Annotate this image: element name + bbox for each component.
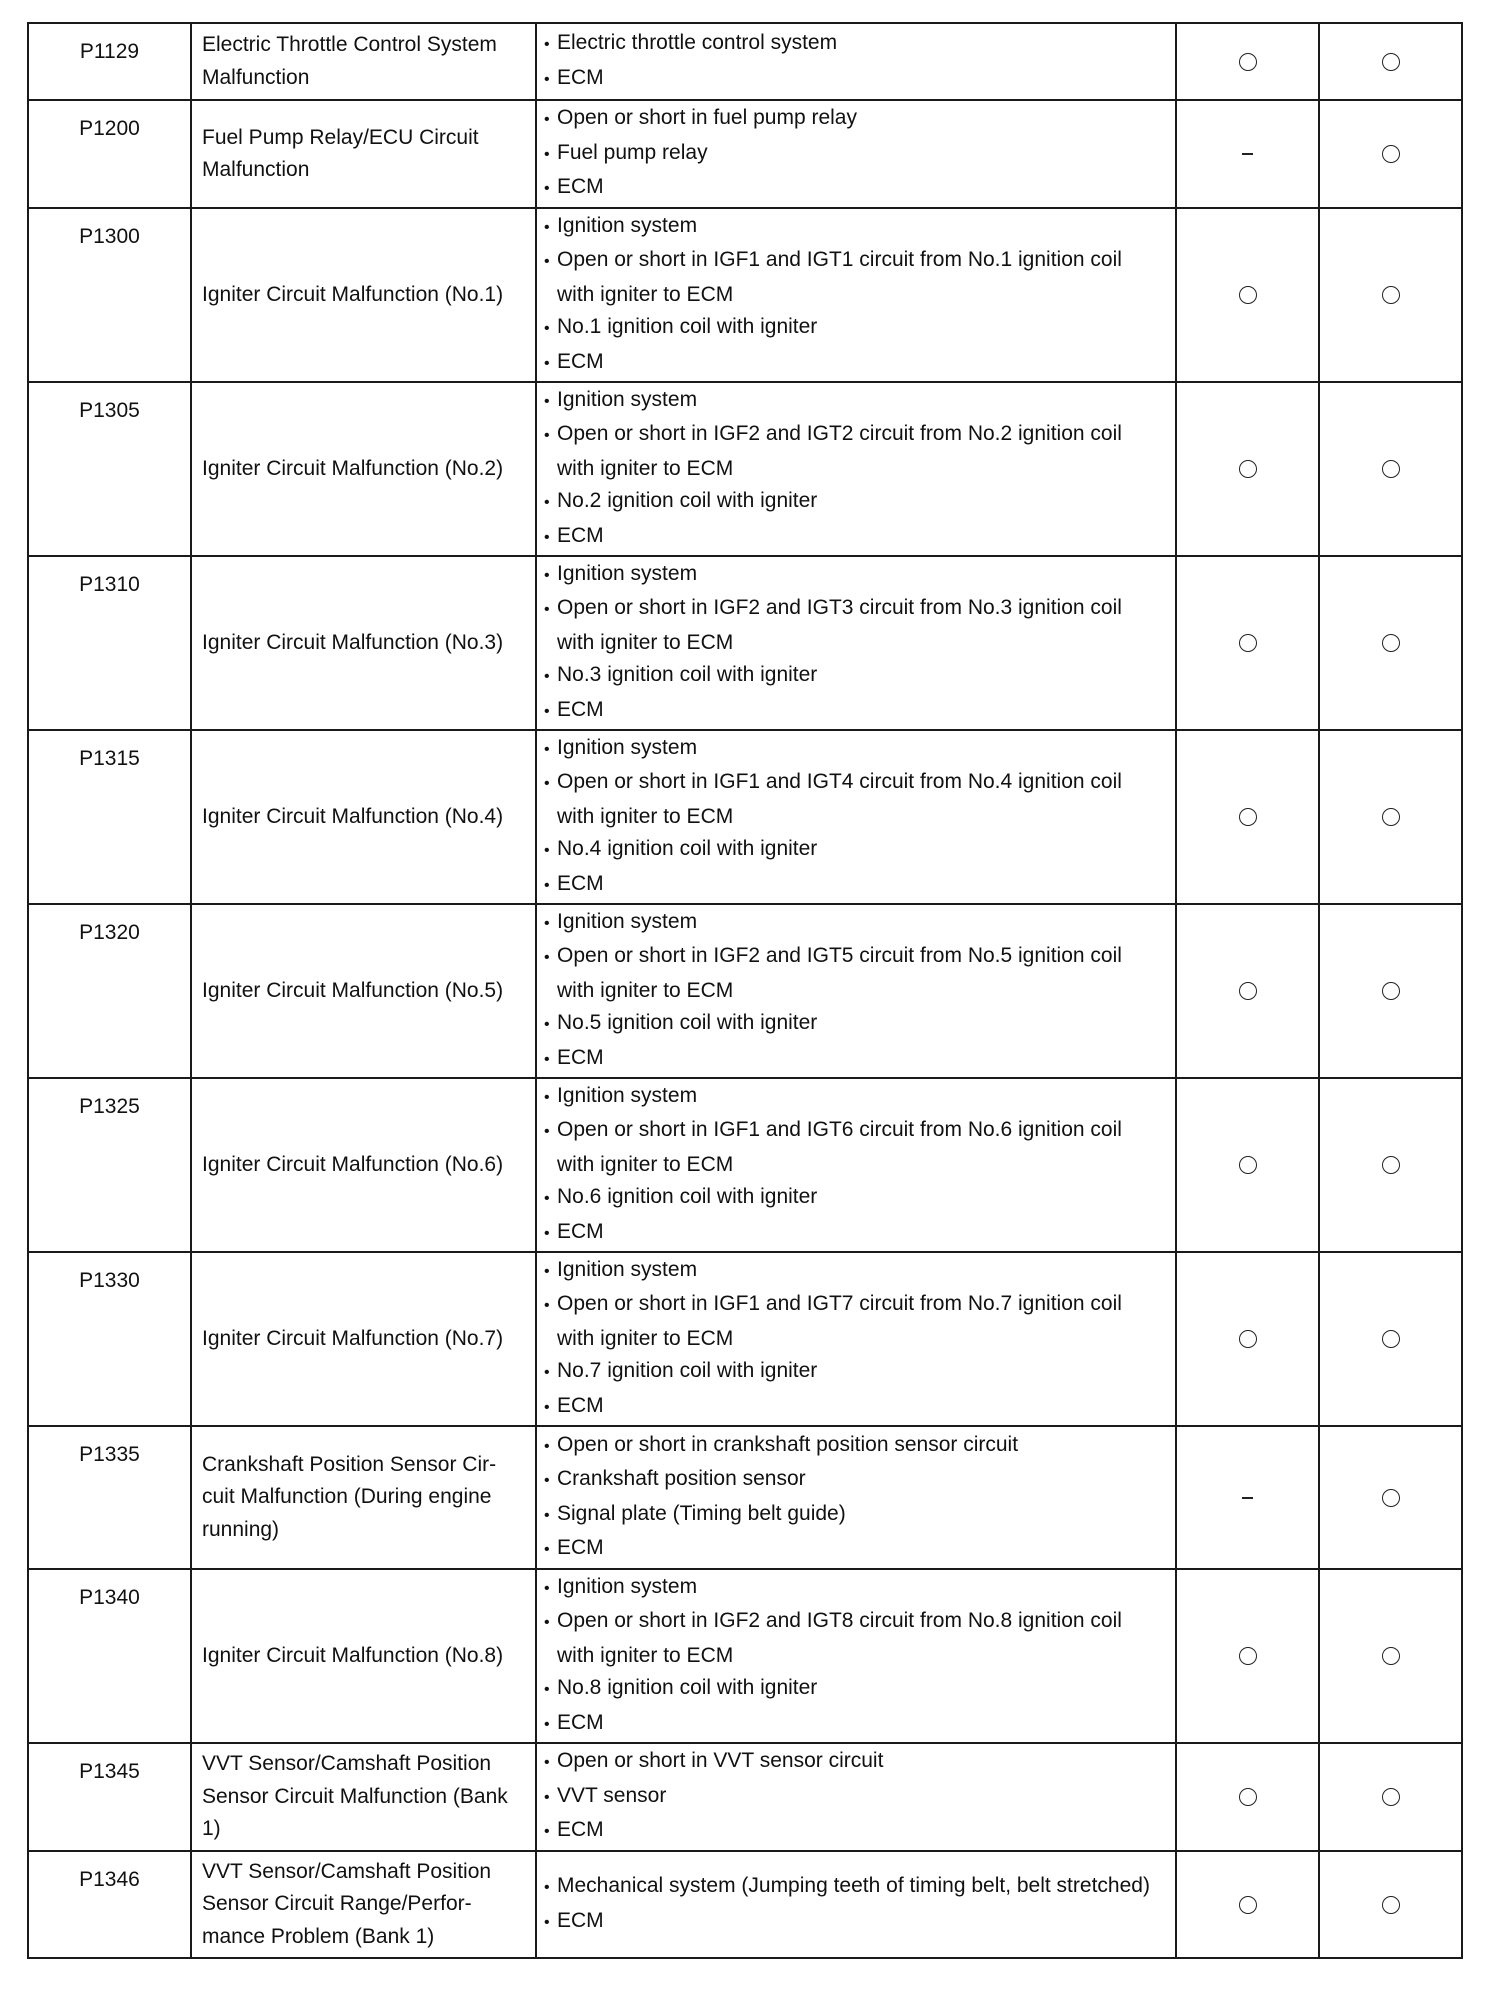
circle-icon [1382, 634, 1400, 652]
table-row [28, 208, 1462, 382]
trouble-area-item: • No.7 ignition coil with igniter [544, 1355, 1161, 1390]
circle-icon [1382, 1489, 1400, 1507]
trouble-area-item: • Ignition system [544, 384, 1161, 419]
circle-icon [1382, 145, 1400, 163]
trouble-area-item: • Open or short in IGF2 and IGT8 circuit from No.8 ignition coil with igniter to ECM [544, 1605, 1161, 1672]
mil-cell [1176, 382, 1319, 556]
detection-item: Igniter Circuit Malfunction (No.8) [191, 1569, 536, 1743]
circle-icon [1382, 1156, 1400, 1174]
trouble-area-item: • ECM [544, 1216, 1161, 1251]
table-row [28, 1569, 1462, 1743]
trouble-area-item: • Open or short in IGF1 and IGT6 circuit from No.6 ignition coil with igniter to ECM [544, 1114, 1161, 1181]
trouble-area-item: • Ignition system [544, 558, 1161, 593]
trouble-area-item: • VVT sensor [544, 1780, 1161, 1815]
memory-cell [1319, 556, 1462, 730]
dtc-code: P1305 [28, 382, 191, 556]
mil-cell [1176, 1426, 1319, 1569]
trouble-area-item: • ECM [544, 346, 1161, 381]
mil-cell [1176, 1851, 1319, 1958]
trouble-area-item: • No.1 ignition coil with igniter [544, 311, 1161, 346]
dtc-table-body [28, 23, 1462, 1958]
trouble-area-item: • Signal plate (Timing belt guide) [544, 1498, 1161, 1533]
trouble-area-item: • No.6 ignition coil with igniter [544, 1181, 1161, 1216]
detection-item: VVT Sensor/Camshaft Position Sensor Circuit Range/Perfor-mance Problem (Bank 1) [191, 1851, 536, 1958]
trouble-area [536, 1851, 1176, 1958]
table-row [28, 730, 1462, 904]
trouble-area-item: • ECM [544, 694, 1161, 729]
dtc-table [27, 22, 1463, 1959]
trouble-area [536, 1078, 1176, 1252]
trouble-area-item: • Open or short in VVT sensor circuit [544, 1745, 1161, 1780]
trouble-area [536, 1252, 1176, 1426]
trouble-area-item: • No.5 ignition coil with igniter [544, 1007, 1161, 1042]
mil-cell [1176, 556, 1319, 730]
trouble-area [536, 23, 1176, 100]
trouble-area-item: • ECM [544, 171, 1161, 206]
trouble-area-item: • Ignition system [544, 1571, 1161, 1606]
mil-cell [1176, 1569, 1319, 1743]
circle-icon [1382, 1330, 1400, 1348]
circle-icon [1239, 1647, 1257, 1665]
trouble-area-item: • Ignition system [544, 732, 1161, 767]
mil-cell [1176, 1078, 1319, 1252]
trouble-area-item: • Open or short in IGF2 and IGT2 circuit from No.2 ignition coil with igniter to ECM [544, 418, 1161, 485]
trouble-area-item: • ECM [544, 1814, 1161, 1849]
circle-icon [1239, 1788, 1257, 1806]
memory-cell [1319, 1743, 1462, 1851]
circle-icon [1239, 808, 1257, 826]
trouble-area [536, 1569, 1176, 1743]
trouble-area-item: • Open or short in IGF2 and IGT3 circuit from No.3 ignition coil with igniter to ECM [544, 592, 1161, 659]
trouble-area-item: • Ignition system [544, 1254, 1161, 1289]
dtc-code: P1310 [28, 556, 191, 730]
trouble-area [536, 100, 1176, 208]
trouble-area-item: • No.4 ignition coil with igniter [544, 833, 1161, 868]
memory-cell [1319, 1851, 1462, 1958]
dtc-code: P1346 [28, 1851, 191, 1958]
memory-cell [1319, 382, 1462, 556]
detection-item: Igniter Circuit Malfunction (No.3) [191, 556, 536, 730]
circle-icon [1239, 982, 1257, 1000]
dash-icon [1242, 153, 1253, 155]
detection-item: Igniter Circuit Malfunction (No.2) [191, 382, 536, 556]
table-row [28, 100, 1462, 208]
mil-cell [1176, 1743, 1319, 1851]
detection-item: Igniter Circuit Malfunction (No.6) [191, 1078, 536, 1252]
trouble-area [536, 730, 1176, 904]
trouble-area-item: • No.2 ignition coil with igniter [544, 485, 1161, 520]
trouble-area [536, 1743, 1176, 1851]
trouble-area-item: • ECM [544, 1905, 1161, 1940]
circle-icon [1382, 1788, 1400, 1806]
dtc-code: P1335 [28, 1426, 191, 1569]
table-row [28, 556, 1462, 730]
memory-cell [1319, 23, 1462, 100]
table-row [28, 1078, 1462, 1252]
detection-item: Igniter Circuit Malfunction (No.4) [191, 730, 536, 904]
table-row [28, 904, 1462, 1078]
trouble-area-item: • ECM [544, 520, 1161, 555]
trouble-area-item: • Open or short in IGF1 and IGT4 circuit from No.4 ignition coil with igniter to ECM [544, 766, 1161, 833]
circle-icon [1239, 1156, 1257, 1174]
circle-icon [1239, 286, 1257, 304]
circle-icon [1382, 460, 1400, 478]
circle-icon [1382, 53, 1400, 71]
dash-icon [1242, 1497, 1253, 1499]
trouble-area [536, 382, 1176, 556]
trouble-area-item: • Open or short in fuel pump relay [544, 102, 1161, 137]
trouble-area-item: • Open or short in IGF1 and IGT7 circuit from No.7 ignition coil with igniter to ECM [544, 1288, 1161, 1355]
trouble-area-item: • No.8 ignition coil with igniter [544, 1672, 1161, 1707]
trouble-area-item: • Mechanical system (Jumping teeth of timing belt, belt stretched) [544, 1870, 1161, 1905]
circle-icon [1239, 460, 1257, 478]
memory-cell [1319, 904, 1462, 1078]
mil-cell [1176, 208, 1319, 382]
table-row [28, 382, 1462, 556]
trouble-area-item: • Ignition system [544, 210, 1161, 245]
dtc-code: P1325 [28, 1078, 191, 1252]
dtc-code: P1315 [28, 730, 191, 904]
circle-icon [1239, 1896, 1257, 1914]
trouble-area-item: • ECM [544, 1707, 1161, 1742]
trouble-area-item: • Electric throttle control system [544, 27, 1161, 62]
trouble-area-item: • Ignition system [544, 1080, 1161, 1115]
mil-cell [1176, 730, 1319, 904]
memory-cell [1319, 1426, 1462, 1569]
table-row [28, 1851, 1462, 1958]
trouble-area-item: • Crankshaft position sensor [544, 1463, 1161, 1498]
table-row [28, 23, 1462, 100]
circle-icon [1239, 53, 1257, 71]
trouble-area [536, 904, 1176, 1078]
detection-item: Fuel Pump Relay/ECU Circuit Malfunction [191, 100, 536, 208]
dtc-code: P1330 [28, 1252, 191, 1426]
circle-icon [1382, 1647, 1400, 1665]
mil-cell [1176, 23, 1319, 100]
dtc-code: P1129 [28, 23, 191, 100]
trouble-area-item: • ECM [544, 1532, 1161, 1567]
mil-cell [1176, 904, 1319, 1078]
trouble-area-item: • Fuel pump relay [544, 137, 1161, 172]
table-row [28, 1252, 1462, 1426]
mil-cell [1176, 1252, 1319, 1426]
detection-item: Igniter Circuit Malfunction (No.7) [191, 1252, 536, 1426]
memory-cell [1319, 1078, 1462, 1252]
trouble-area [536, 1426, 1176, 1569]
trouble-area-item: • ECM [544, 868, 1161, 903]
trouble-area-item: • Open or short in crankshaft position sensor circuit [544, 1429, 1161, 1464]
dtc-code: P1345 [28, 1743, 191, 1851]
memory-cell [1319, 100, 1462, 208]
trouble-area-item: • ECM [544, 1042, 1161, 1077]
circle-icon [1239, 634, 1257, 652]
trouble-area-item: • ECM [544, 62, 1161, 97]
circle-icon [1382, 982, 1400, 1000]
detection-item: Crankshaft Position Sensor Cir-cuit Malfunction (During engine running) [191, 1426, 536, 1569]
dtc-code: P1300 [28, 208, 191, 382]
dtc-code: P1200 [28, 100, 191, 208]
table-row [28, 1743, 1462, 1851]
circle-icon [1382, 808, 1400, 826]
trouble-area [536, 556, 1176, 730]
trouble-area [536, 208, 1176, 382]
circle-icon [1382, 1896, 1400, 1914]
trouble-area-item: • ECM [544, 1390, 1161, 1425]
table-row [28, 1426, 1462, 1569]
trouble-area-item: • Open or short in IGF1 and IGT1 circuit from No.1 ignition coil with igniter to ECM [544, 244, 1161, 311]
detection-item: Electric Throttle Control System Malfunction [191, 23, 536, 100]
circle-icon [1239, 1330, 1257, 1348]
circle-icon [1382, 286, 1400, 304]
memory-cell [1319, 1569, 1462, 1743]
memory-cell [1319, 208, 1462, 382]
dtc-code: P1320 [28, 904, 191, 1078]
memory-cell [1319, 730, 1462, 904]
dtc-code: P1340 [28, 1569, 191, 1743]
detection-item: Igniter Circuit Malfunction (No.5) [191, 904, 536, 1078]
trouble-area-item: • Open or short in IGF2 and IGT5 circuit from No.5 ignition coil with igniter to ECM [544, 940, 1161, 1007]
memory-cell [1319, 1252, 1462, 1426]
trouble-area-item: • Ignition system [544, 906, 1161, 941]
detection-item: VVT Sensor/Camshaft Position Sensor Circuit Malfunction (Bank 1) [191, 1743, 536, 1851]
detection-item: Igniter Circuit Malfunction (No.1) [191, 208, 536, 382]
mil-cell [1176, 100, 1319, 208]
trouble-area-item: • No.3 ignition coil with igniter [544, 659, 1161, 694]
